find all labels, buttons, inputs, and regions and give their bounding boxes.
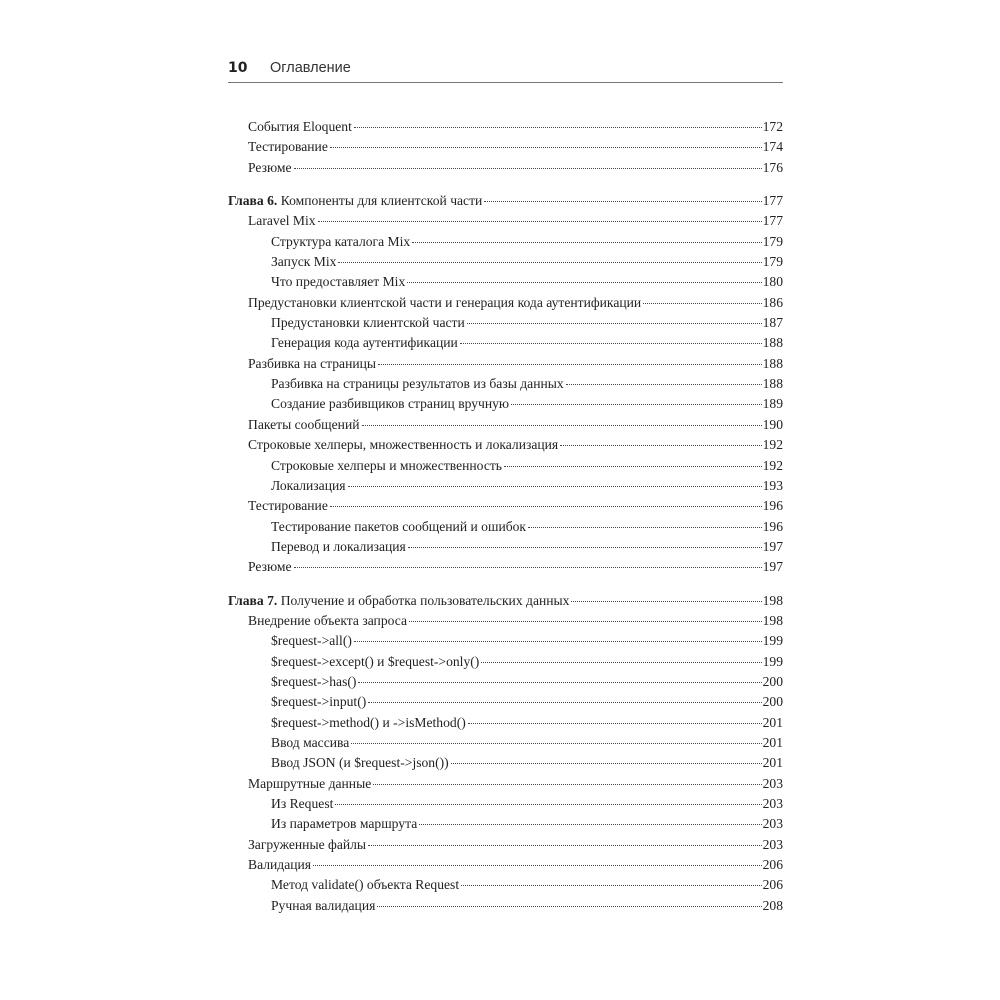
entry-title [248,496,328,516]
toc-entry[interactable] [228,794,783,814]
toc-entry[interactable] [228,476,783,496]
dot-leader [451,763,762,764]
dot-leader [330,506,762,507]
entry-title [271,794,333,814]
chapter-prefix: Глава 7. [228,592,278,608]
dot-leader [354,127,762,128]
toc-entry[interactable] [228,435,783,455]
entry-label: $request->method() и ->isMethod() [271,714,466,730]
toc-entry[interactable] [228,333,783,353]
dot-leader [461,885,762,886]
toc-entry[interactable] [228,137,783,157]
dot-leader [377,906,761,907]
toc-entry[interactable] [228,293,783,313]
dot-leader [368,845,762,846]
dot-leader [481,662,761,663]
entry-page-number: 188 [762,355,783,371]
entry-page-number: 179 [762,233,783,249]
toc-entry[interactable] [228,672,783,692]
entry-label: Маршрутные данные [248,775,372,791]
toc-entry[interactable] [228,855,783,875]
entry-label: Тестирование [248,498,328,514]
entry-title [248,835,366,855]
entry-page-number: 177 [762,193,783,209]
entry-title [271,252,336,272]
entry-title [248,158,292,178]
toc-group [228,191,783,578]
entry-page-number: 197 [762,559,783,575]
toc-entry[interactable] [228,232,783,252]
entry-title [248,354,376,374]
toc-entry[interactable] [228,456,783,476]
entry-label: Разбивка на страницы [248,355,377,371]
dot-leader [294,567,762,568]
entry-label: $request->has() [271,673,357,689]
entry-title [271,875,459,895]
entry-title [248,611,407,631]
toc-entry[interactable] [228,374,783,394]
entry-label: Предустановки клиентской части [271,315,465,331]
entry-label: Резюме [248,159,292,175]
dot-leader [419,824,761,825]
entry-page-number: 192 [762,457,783,473]
dot-leader [368,702,761,703]
dot-leader [354,641,762,642]
entry-title [271,374,564,394]
entry-title [248,117,352,137]
entry-page-number: 196 [762,518,783,534]
entry-title [271,896,375,916]
entry-label: Строковые хелперы и множественность [271,457,502,473]
entry-title [271,631,352,651]
entry-label: $request->input() [271,694,367,710]
toc-entry[interactable] [228,354,783,374]
toc-entry[interactable] [228,652,783,672]
dot-leader [330,147,762,148]
dot-leader [511,404,762,405]
entry-title [271,713,466,733]
entry-title [248,293,641,313]
entry-title [248,557,292,577]
toc-group [228,117,783,178]
running-header [228,60,783,82]
entry-page-number: 186 [762,294,783,310]
entry-page-number: 179 [762,254,783,270]
toc-entry[interactable] [228,774,783,794]
entry-label: Тестирование пакетов сообщений и ошибок [271,518,527,534]
dot-leader [313,865,762,866]
dot-leader [362,425,762,426]
entry-page-number: 189 [762,396,783,412]
entry-title [271,313,465,333]
entry-title [271,476,346,496]
toc-entry[interactable] [228,313,783,333]
entry-label: Метод validate() объекта Request [271,877,460,893]
running-title: Оглавление [270,60,351,76]
entry-page-number: 172 [762,119,783,134]
entry-page-number: 200 [762,694,783,710]
dot-leader [318,221,762,222]
toc-entry[interactable] [228,611,783,631]
entry-label: Структура каталога Mix [271,233,411,249]
entry-label: $request->all() [271,633,352,649]
dot-leader [460,343,762,344]
entry-title [271,652,479,672]
entry-page-number: 187 [762,315,783,331]
toc-entry[interactable] [228,496,783,516]
toc-entry[interactable] [228,631,783,651]
entry-label: Компоненты для клиентской части [280,193,483,209]
entry-label: Локализация [271,477,346,493]
toc-entry[interactable] [228,733,783,753]
entry-page-number: 206 [762,877,783,893]
toc-entry[interactable] [228,814,783,834]
toc-entry[interactable] [228,211,783,231]
entry-page-number: 199 [762,633,783,649]
entry-page-number: 188 [762,335,783,351]
dot-leader [335,804,761,805]
dot-leader [571,601,761,602]
entry-label: Перевод и локализация [271,538,406,554]
entry-title [271,272,405,292]
chapter-prefix: Глава 6. [228,193,278,209]
entry-label: Пакеты сообщений [248,416,360,432]
toc-entry[interactable] [228,272,783,292]
entry-title [271,456,502,476]
entry-page-number: 201 [762,755,783,771]
entry-page-number: 198 [762,592,783,608]
entry-title [248,774,371,794]
toc-entry[interactable] [228,158,783,178]
entry-page-number: 206 [762,857,783,873]
entry-label: Запуск Mix [271,254,337,270]
dot-leader [338,262,761,263]
entry-page-number: 201 [762,734,783,750]
entry-page-number: 177 [762,213,783,229]
toc-chapter-entry[interactable] [228,591,783,611]
toc-entry[interactable] [228,537,783,557]
dot-leader [468,723,762,724]
dot-leader [408,547,762,548]
entry-label: Предустановки клиентской части и генерация кода аутентификации [248,294,642,310]
entry-page-number: 174 [762,139,783,155]
dot-leader [504,466,762,467]
entry-page-number: 203 [762,836,783,852]
entry-label: Создание разбивщиков страниц вручную [271,396,510,412]
entry-label: События Eloquent [248,119,352,134]
dot-leader [358,682,761,683]
entry-label: Внедрение объекта запроса [248,612,407,628]
entry-title [228,591,569,611]
entry-label: Тестирование [248,139,328,155]
entry-title [248,211,316,231]
toc-entry[interactable] [228,117,783,137]
entry-label: $request->except() и $request->only() [271,653,480,669]
entry-title [271,537,406,557]
entry-label: Ввод JSON (и $request->json()) [271,755,449,771]
entry-title [248,415,360,435]
entry-page-number: 198 [762,612,783,628]
entry-page-number: 180 [762,274,783,290]
toc-entry[interactable] [228,557,783,577]
entry-label: Генерация кода аутентификации [271,335,458,351]
toc-entry[interactable] [228,753,783,773]
entry-label: Из Request [271,796,334,811]
entry-title [271,333,458,353]
toc-entry[interactable] [228,517,783,537]
entry-label: Ручная валидация [271,897,376,913]
entry-label: Ввод массива [271,734,350,750]
entry-page-number: 190 [762,416,783,432]
dot-leader [528,527,762,528]
entry-label: Загруженные файлы [248,836,367,852]
toc-entry[interactable] [228,252,783,272]
entry-title [271,672,356,692]
entry-title [271,232,410,252]
entry-page-number: 197 [762,538,783,554]
entry-page-number: 176 [762,159,783,175]
entry-title [248,137,328,157]
toc-group [228,591,783,917]
entry-label: Разбивка на страницы результатов из базы данных [271,376,564,392]
dot-leader [566,384,762,385]
entry-title [271,517,526,537]
entry-label: Получение и обработка пользовательских данных [280,592,570,608]
entry-label: Laravel Mix [248,213,316,229]
toc-entry[interactable] [228,835,783,855]
entry-page-number: 203 [762,816,783,832]
entry-page-number: 200 [762,673,783,689]
toc-chapter-entry[interactable] [228,191,783,211]
dot-leader [348,486,762,487]
toc-entry[interactable] [228,394,783,414]
toc-entry[interactable] [228,713,783,733]
entry-title [271,394,509,414]
toc-entry[interactable] [228,692,783,712]
entry-title [271,753,449,773]
dot-leader [643,303,761,304]
toc-entry[interactable] [228,415,783,435]
entry-page-number: 203 [762,775,783,791]
entry-label: Строковые хелперы, множественность и локализация [248,437,559,453]
entry-label: Что предоставляет Mix [271,274,406,290]
dot-leader [373,784,761,785]
entry-page-number: 188 [762,376,783,392]
entry-title [228,191,482,211]
dot-leader [412,242,761,243]
dot-leader [467,323,762,324]
dot-leader [378,364,762,365]
entry-page-number: 203 [762,796,783,811]
dot-leader [484,201,761,202]
entry-title [248,855,311,875]
entry-title [271,692,366,712]
header-rule [228,82,783,83]
entry-label: Из параметров маршрута [271,816,418,832]
dot-leader [409,621,762,622]
entry-label: Резюме [248,559,292,575]
entry-page-number: 193 [762,477,783,493]
dot-leader [560,445,761,446]
entry-title [248,435,558,455]
toc-entry[interactable] [228,875,783,895]
dot-leader [294,168,762,169]
entry-page-number: 192 [762,437,783,453]
toc-entry[interactable] [228,896,783,916]
entry-page-number: 196 [762,498,783,514]
entry-page-number: 201 [762,714,783,730]
entry-label: Валидация [248,857,312,873]
entry-title [271,814,417,834]
entry-page-number: 208 [762,897,783,913]
entry-title [271,733,349,753]
page-number: 10 [228,60,248,76]
dot-leader [407,282,761,283]
table-of-contents [228,117,783,929]
dot-leader [351,743,761,744]
entry-page-number: 199 [762,653,783,669]
